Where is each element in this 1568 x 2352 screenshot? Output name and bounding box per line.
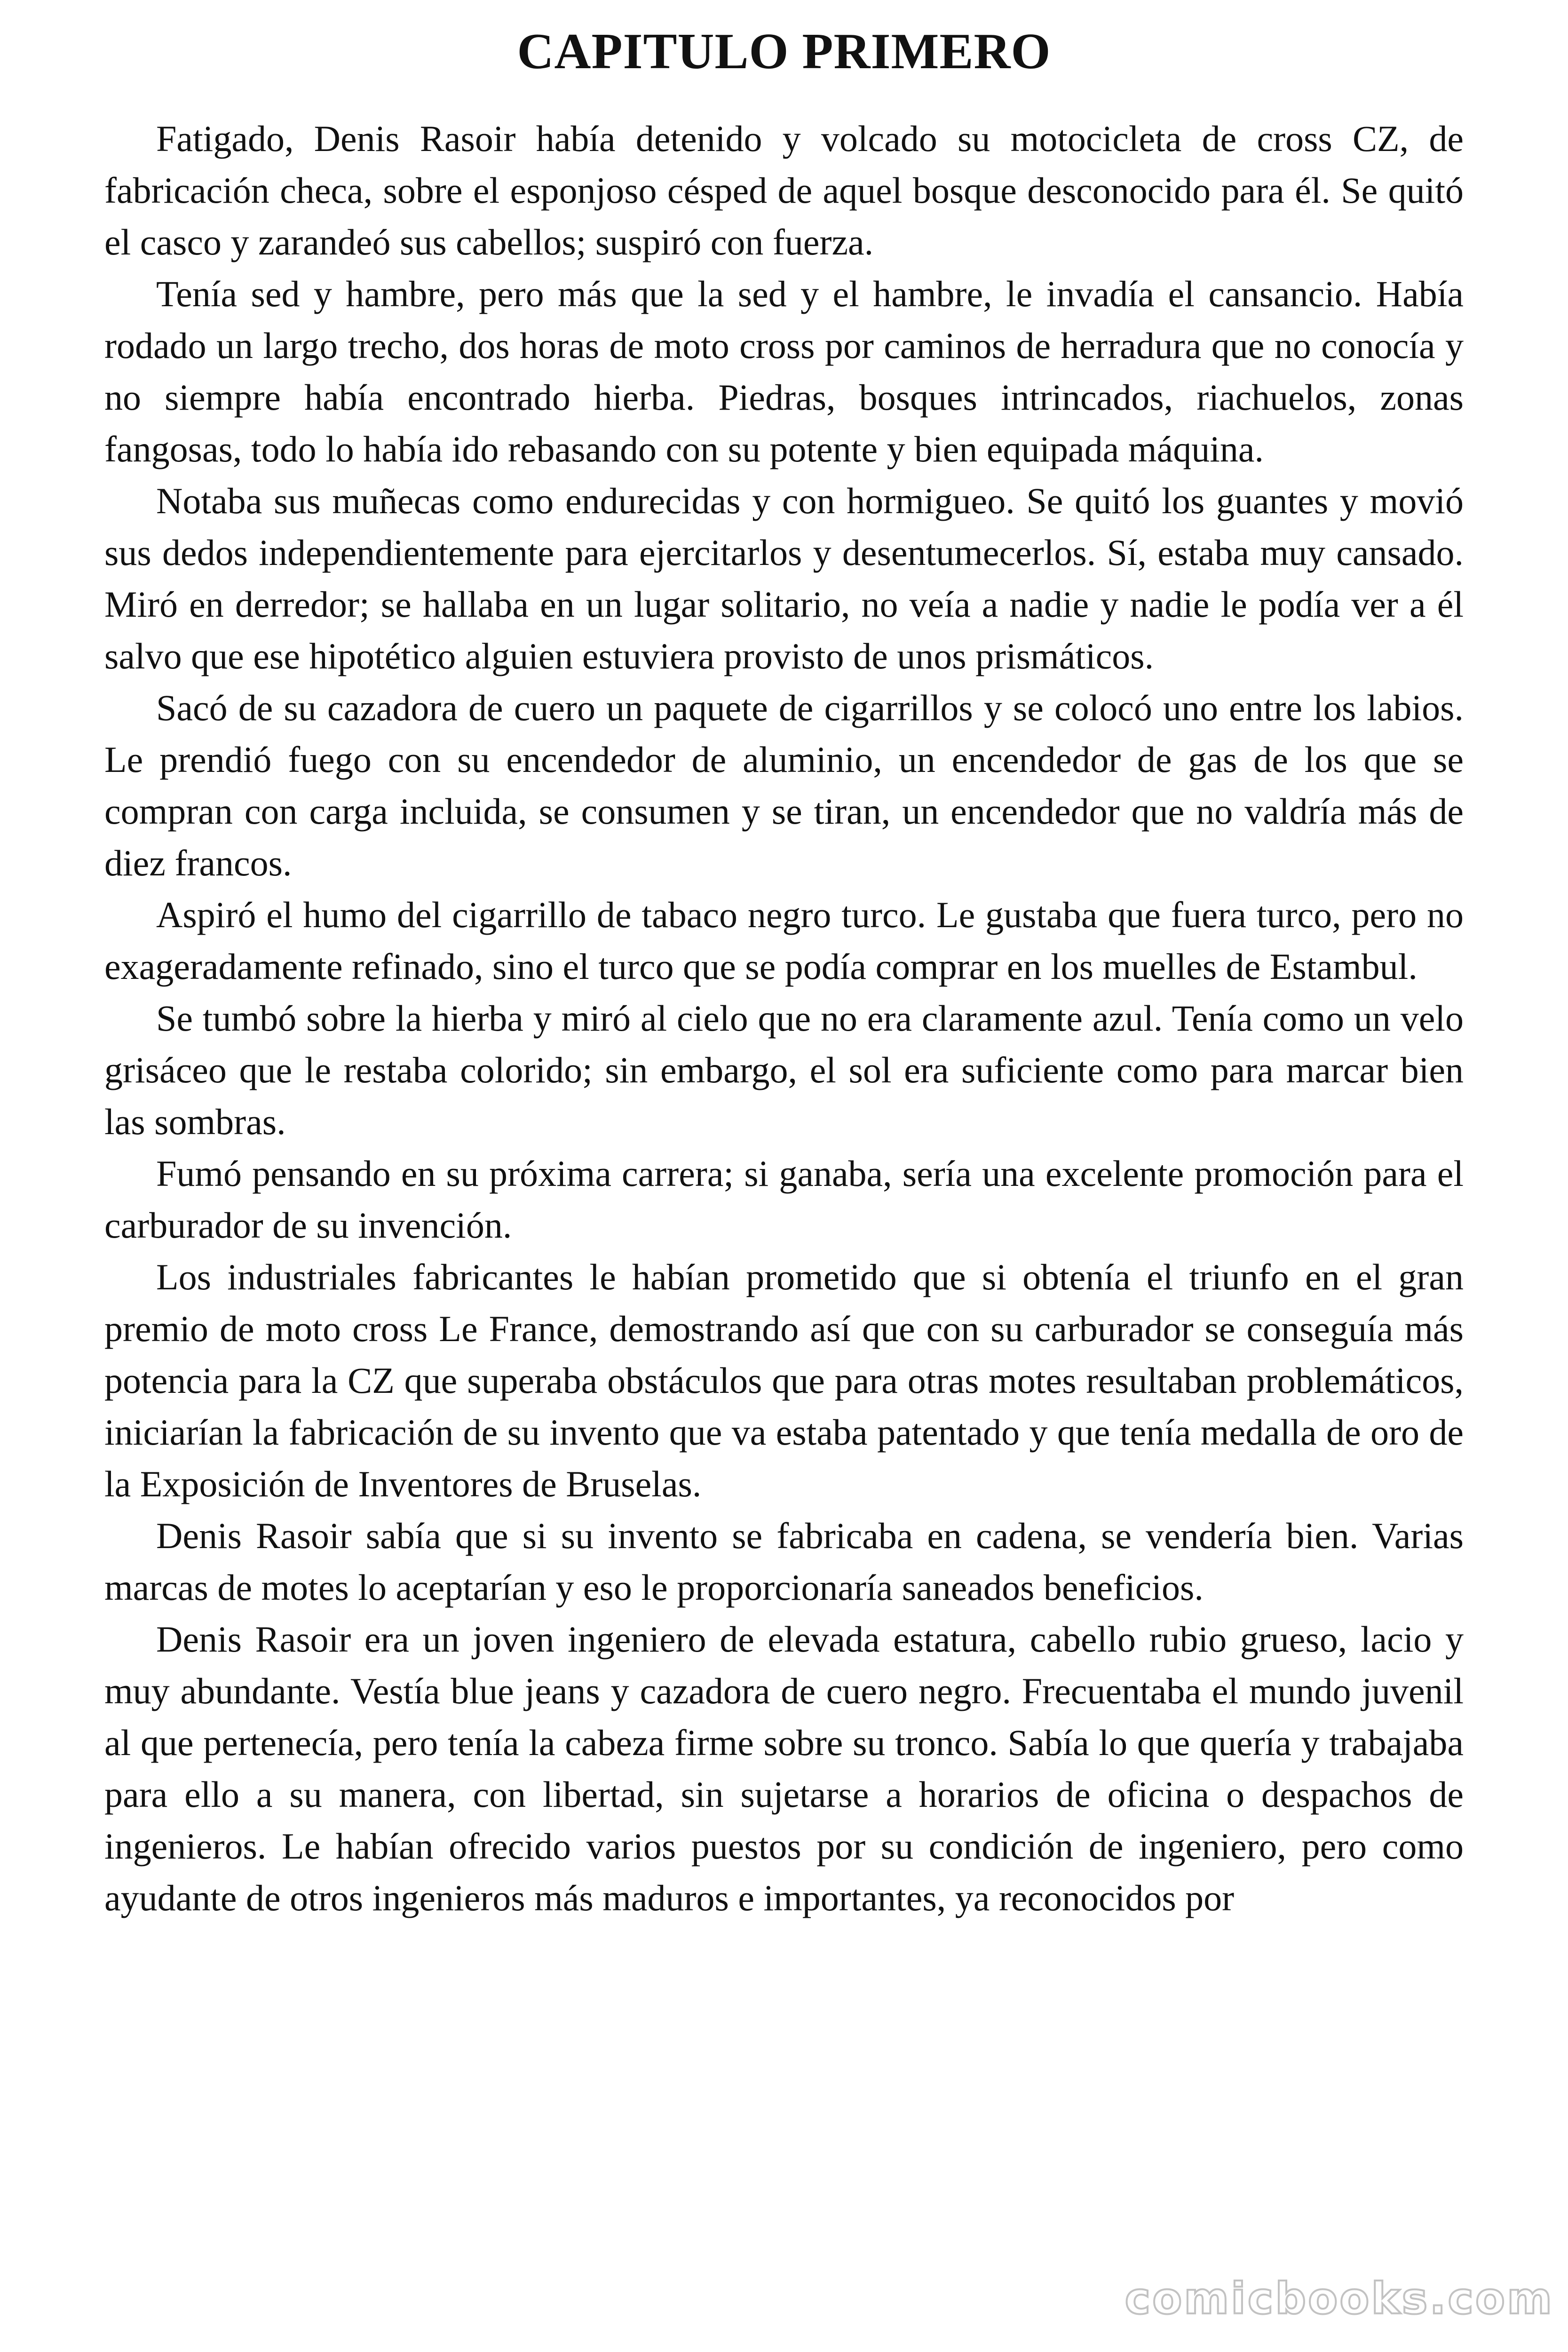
paragraph: Notaba sus muñecas como endurecidas y con hormigueo. Se quitó los guantes y movió sus dedos independientemente para ejercitarlos y desentumecerlos. Sí, estaba muy cansado. Miró en derredor; se hallaba en un lugar solitario, no veía a nadie y nadie le podía ver a él salvo que ese hipotético alguien estuviera provisto de unos prismáticos. [104, 480, 1464, 676]
paragraph: Aspiró el humo del cigarrillo de tabaco negro turco. Le gustaba que fuera turco, pero no exageradamente refinado, sino el turco que se podía comprar en los muelles de Estambul. [104, 894, 1464, 987]
chapter-title: CAPITULO PRIMERO [517, 24, 1051, 79]
paragraph: Denis Rasoir sabía que si su invento se fabricaba en cadena, se vendería bien. Varias marcas de motes lo aceptarían y eso le proporcionaría saneados beneficios. [104, 1515, 1464, 1608]
paragraph: Fumó pensando en su próxima carrera; si ganaba, sería una excelente promoción para el carburador de su invención. [104, 1153, 1464, 1246]
site-watermark: comicbooks.com [1125, 2273, 1554, 2324]
paragraph: Tenía sed y hambre, pero más que la sed y el hambre, le invadía el cansancio. Había rodado un largo trecho, dos horas de moto cross por caminos de herradura que no conocía y no siempre había encontrado hierba. Piedras, bosques intrincados, riachuelos, zonas fangosas, todo lo había ido rebasando con su potente y bien equipada máquina. [104, 273, 1464, 469]
paragraph: Denis Rasoir era un joven ingeniero de elevada estatura, cabello rubio grueso, lacio y muy abundante. Vestía blue jeans y cazadora de cuero negro. Frecuentaba el mundo juvenil al que pertenecía, pero tenía la cabeza firme sobre su tronco. Sabía lo que quería y trabajaba para ello a su manera, con libertad, sin sujetarse a horarios de oficina o despachos de ingenieros. Le habían ofrecido varios puestos por su condición de ingeniero, pero como ayudante de otros ingenieros más maduros e importantes, ya reconocidos por [104, 1619, 1464, 1918]
paragraph: Fatigado, Denis Rasoir había detenido y volcado su motocicleta de cross CZ, de fabricación checa, sobre el esponjoso césped de aquel bosque desconocido para él. Se quitó el casco y zarandeó sus cabellos; suspiró con fuerza. [104, 118, 1464, 262]
chapter-body [104, 113, 1464, 1924]
paragraph: Los industriales fabricantes le habían prometido que si obtenía el triunfo en el gran premio de moto cross Le France, demostrando así que con su carburador se conseguía más potencia para la CZ que superaba obstáculos que para otras motes resultaban problemáticos, iniciarían la fabricación de su invento que va estaba patentado y que tenía medalla de oro de la Exposición de Inventores de Bruselas. [104, 1256, 1464, 1504]
paragraph: Se tumbó sobre la hierba y miró al cielo que no era claramente azul. Tenía como un velo grisáceo que le restaba colorido; sin embargo, el sol era suficiente como para marcar bien las sombras. [104, 998, 1464, 1142]
paragraph: Sacó de su cazadora de cuero un paquete de cigarrillos y se colocó uno entre los labios. Le prendió fuego con su encendedor de aluminio, un encendedor de gas de los que se compran con carga incluida, se consumen y se tiran, un encendedor que no valdría más de diez francos. [104, 687, 1464, 883]
